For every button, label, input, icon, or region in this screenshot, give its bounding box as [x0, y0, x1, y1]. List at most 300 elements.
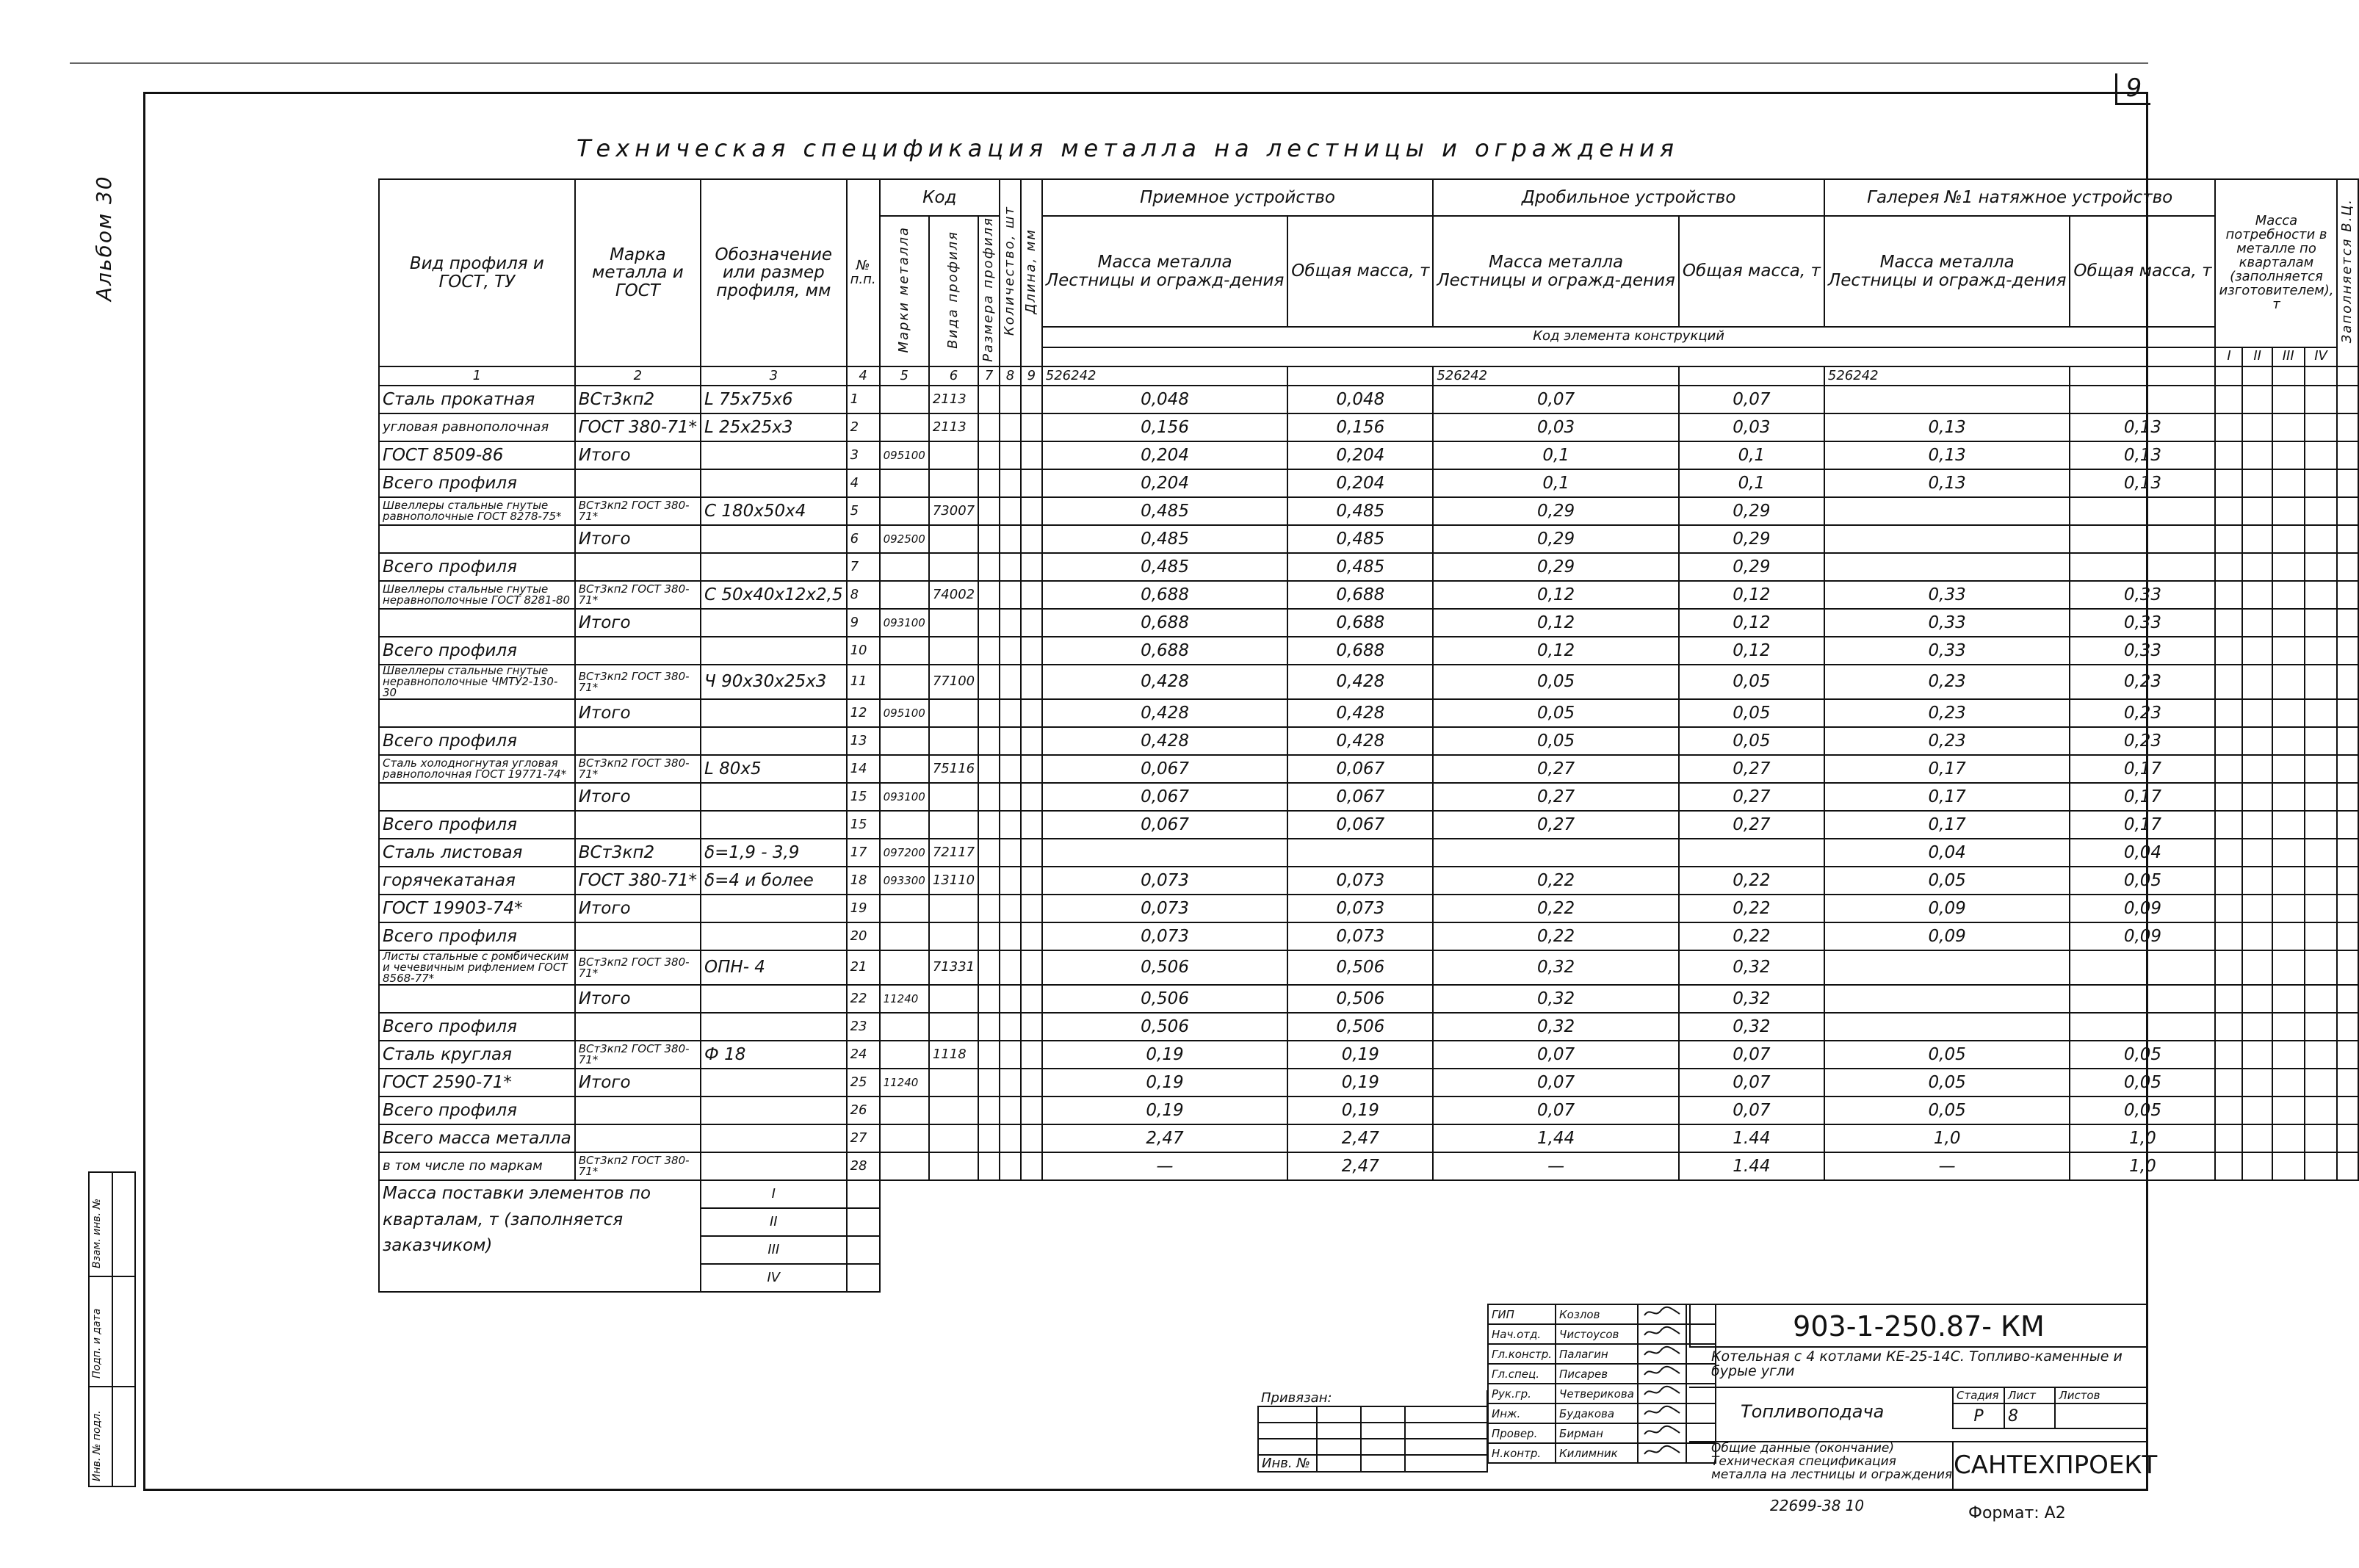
cell-mass: 0,27: [1679, 783, 1824, 811]
cell-mass: [1824, 497, 2070, 525]
table-row: [379, 783, 2358, 811]
signature: [1638, 1423, 1686, 1443]
cell-mass: 0,05: [1824, 867, 2070, 895]
cell-marka: ГОСТ 380-71*: [575, 413, 701, 441]
cell-np: 4: [847, 469, 880, 497]
cell-kod-razmera: [978, 469, 1000, 497]
cell-mass: 0,23: [2070, 699, 2215, 727]
cell-empty: [2242, 839, 2272, 867]
header-kod-razmera: Размера профиля: [978, 216, 1000, 366]
cell-mass: 0,05: [2070, 1041, 2215, 1069]
cell-empty: [2215, 441, 2242, 469]
table-row: [379, 1069, 2358, 1096]
cell-empty: [2272, 581, 2305, 609]
cell-mass: 1.44: [1679, 1152, 1824, 1180]
cell-kod-razmera: [978, 811, 1000, 839]
cell-mass: [2070, 1013, 2215, 1041]
table-row: [379, 985, 2358, 1013]
cell-empty: [2242, 386, 2272, 413]
cell-marka: ВСт3кп2 ГОСТ 380-71*: [575, 1041, 701, 1069]
cell-kod-marki: [880, 665, 929, 699]
cell-mass: 0,688: [1042, 637, 1288, 665]
cell-kod-marki: 095100: [880, 699, 929, 727]
cell-empty: [2272, 413, 2305, 441]
cell-empty: [2272, 922, 2305, 950]
cell-empty: [2305, 922, 2338, 950]
signature: [1638, 1403, 1686, 1423]
cell-obozn: [701, 727, 847, 755]
cell-kolichestvo: [1000, 637, 1021, 665]
cell-obozn: [701, 985, 847, 1013]
side-vzam: Взам. инв. №: [91, 1198, 103, 1268]
cell-empty: [2215, 665, 2242, 699]
cell-mass: 0,27: [1433, 811, 1679, 839]
cell-mass: 0,05: [1679, 727, 1824, 755]
cell-empty: [2305, 895, 2338, 922]
table-row: [379, 609, 2358, 637]
cell-marka: [575, 922, 701, 950]
cell-empty: [2305, 727, 2338, 755]
cell-kod-vida: 2113: [929, 386, 978, 413]
cell-mass: 0,506: [1287, 985, 1433, 1013]
cell-mass: 0,29: [1433, 553, 1679, 581]
cell-mass: 0,05: [1824, 1041, 2070, 1069]
cell-mass: 0,33: [1824, 637, 2070, 665]
cell-mass: 1,0: [2070, 1152, 2215, 1180]
header-kod: Код: [880, 179, 1000, 216]
cell-marka: Итого: [575, 441, 701, 469]
cell-mass: 0,506: [1042, 1013, 1288, 1041]
cell-mass: 0,17: [1824, 811, 2070, 839]
cell-empty: [2215, 497, 2242, 525]
stamp-people: [1487, 1304, 1716, 1464]
side-podp: Подп. и дата: [91, 1308, 103, 1379]
person-role: ГИП: [1488, 1304, 1556, 1324]
cell-marka: [575, 469, 701, 497]
cell-mass: 0,09: [2070, 922, 2215, 950]
person-role: Гл.спец.: [1488, 1364, 1556, 1384]
cell-dlina: [1021, 867, 1042, 895]
doc-code: 903-1-250.87- КМ: [1689, 1304, 2148, 1348]
cell-np: 23: [847, 1013, 880, 1041]
cell-empty: [2305, 441, 2338, 469]
cell-kod-razmera: [978, 665, 1000, 699]
cell-empty: [2272, 1124, 2305, 1152]
cell-kolichestvo: [1000, 497, 1021, 525]
cell-empty: [2337, 386, 2358, 413]
cell-mass: 0,204: [1287, 469, 1433, 497]
cell-mass: 0,19: [1042, 1069, 1288, 1096]
cell-np: 3: [847, 441, 880, 469]
cell-mass: 0,19: [1287, 1041, 1433, 1069]
cell-vid: Швеллеры стальные гнутые неравнополочные ЧМТУ2-130-30: [379, 665, 575, 699]
header-marka: Марка металла и ГОСТ: [575, 179, 701, 366]
cell-obozn: [701, 1096, 847, 1124]
cell-kod-razmera: [978, 609, 1000, 637]
cell-kod-marki: [880, 413, 929, 441]
cell-mass: 0,33: [1824, 581, 2070, 609]
cell-kod-razmera: [978, 867, 1000, 895]
cell-dlina: [1021, 783, 1042, 811]
cell-kod-razmera: [978, 1013, 1000, 1041]
cell-mass: 0,07: [1433, 1096, 1679, 1124]
cell-mass: 0,485: [1042, 525, 1288, 553]
cell-empty: [2305, 413, 2338, 441]
cell-obozn: L 75х75х6: [701, 386, 847, 413]
side-inv-podl: Инв. № подл.: [91, 1410, 103, 1481]
cell-empty: [2215, 581, 2242, 609]
cell-empty: [2337, 867, 2358, 895]
table-row: [379, 1013, 2358, 1041]
sheet-title: Общие данные (окончание) Техническая спецификация металла на лестницы и ограждения: [1711, 1441, 1953, 1482]
cell-vid: горячекатаная: [379, 867, 575, 895]
cell-mass: 0,485: [1042, 553, 1288, 581]
signature: [1638, 1443, 1686, 1463]
person-role: Н.контр.: [1488, 1443, 1556, 1463]
cell-dlina: [1021, 985, 1042, 1013]
cell-marka: Итого: [575, 525, 701, 553]
cell-empty: [2305, 839, 2338, 867]
cell-kod-marki: 093300: [880, 867, 929, 895]
cell-vid: Всего профиля: [379, 727, 575, 755]
cell-kod-vida: [929, 811, 978, 839]
cell-mass: [1433, 839, 1679, 867]
cell-kolichestvo: [1000, 1069, 1021, 1096]
cell-empty: [2215, 1013, 2242, 1041]
object-name: Котельная с 4 котлами КЕ-25-14С. Топливо-каменные и бурые угли: [1711, 1348, 2123, 1379]
header-kod-marki: Марки металла: [880, 216, 929, 366]
cell-kod-vida: 2113: [929, 413, 978, 441]
cell-mass: 0,03: [1433, 413, 1679, 441]
cell-empty: [2272, 1013, 2305, 1041]
cell-marka: [575, 637, 701, 665]
cell-vid: [379, 525, 575, 553]
cell-mass: 0,19: [1287, 1096, 1433, 1124]
table-row: [379, 950, 2358, 985]
cell-empty: [2337, 1124, 2358, 1152]
cell-kod-marki: 092500: [880, 525, 929, 553]
cell-mass: 1,0: [1824, 1124, 2070, 1152]
stamp-person-row: [1488, 1443, 1716, 1463]
cell-empty: [2242, 441, 2272, 469]
page-title: Техническая спецификация металла на лестницы и ограждения: [577, 134, 1679, 162]
cell-kod-marki: [880, 1124, 929, 1152]
cell-mass: [1824, 386, 2070, 413]
cell-empty: [2305, 1069, 2338, 1096]
cell-mass: 0,13: [2070, 441, 2215, 469]
person-name: Килимник: [1556, 1443, 1638, 1463]
cell-dlina: [1021, 469, 1042, 497]
cell-vid: ГОСТ 8509-86: [379, 441, 575, 469]
cell-vid: угловая равнополочная: [379, 413, 575, 441]
cell-marka: ВСт3кп2 ГОСТ 380-71*: [575, 755, 701, 783]
cell-empty: [2215, 413, 2242, 441]
header-q4: IV: [2305, 347, 2338, 366]
cell-mass: 0,13: [1824, 469, 2070, 497]
table-row: [379, 755, 2358, 783]
stage-value: Р: [1953, 1403, 2004, 1428]
cell-empty: [2215, 985, 2242, 1013]
header-q3: III: [2272, 347, 2305, 366]
cell-obozn: [701, 441, 847, 469]
cell-mass: 0,506: [1287, 1013, 1433, 1041]
cell-mass: 0,07: [1433, 1041, 1679, 1069]
stamp-privyazan: [1257, 1390, 1488, 1473]
cell-kod-razmera: [978, 783, 1000, 811]
cell-empty: [2337, 783, 2358, 811]
header-obshaya-3: Общая масса, т: [2070, 216, 2215, 327]
cell-kod-razmera: [978, 755, 1000, 783]
cell-empty: [2242, 867, 2272, 895]
cell-mass: 0,12: [1433, 609, 1679, 637]
cell-empty: [2305, 950, 2338, 985]
cell-empty: [2242, 525, 2272, 553]
cell-mass: 0,1: [1679, 441, 1824, 469]
cell-mass: 0,688: [1287, 581, 1433, 609]
cell-kod-vida: [929, 1069, 978, 1096]
cell-dlina: [1021, 497, 1042, 525]
cell-obozn: L 80х5: [701, 755, 847, 783]
cell-empty: [2337, 637, 2358, 665]
cell-kolichestvo: [1000, 950, 1021, 985]
cell-mass: 0,1: [1433, 441, 1679, 469]
cell-kod-vida: [929, 783, 978, 811]
cell-mass: 0,073: [1287, 867, 1433, 895]
header-drobilnoe: Дробильное устройство: [1433, 179, 1824, 216]
cell-mass: 0,07: [1679, 1041, 1824, 1069]
cell-empty: [2337, 441, 2358, 469]
cell-mass: 0,23: [2070, 665, 2215, 699]
cell-empty: [2337, 581, 2358, 609]
cell-empty: [2215, 922, 2242, 950]
cell-obozn: Ф 18: [701, 1041, 847, 1069]
table-row: [379, 413, 2358, 441]
cell-np: 5: [847, 497, 880, 525]
cell-kolichestvo: [1000, 441, 1021, 469]
cell-np: 8: [847, 581, 880, 609]
cell-mass: 1,0: [2070, 1124, 2215, 1152]
cell-mass: [1824, 985, 2070, 1013]
cell-mass: 0,12: [1679, 581, 1824, 609]
cell-mass: 0,688: [1287, 637, 1433, 665]
person-role: Гл.констр.: [1488, 1344, 1556, 1364]
cell-empty: [2272, 811, 2305, 839]
cell-mass: 0,07: [1433, 1069, 1679, 1096]
cell-mass: 0,485: [1287, 525, 1433, 553]
stamp-person-row: [1488, 1344, 1716, 1364]
cell-empty: [2272, 783, 2305, 811]
cell-kod-marki: [880, 1013, 929, 1041]
person-name: Будакова: [1556, 1403, 1638, 1423]
cell-mass: [1042, 839, 1288, 867]
cell-obozn: [701, 1069, 847, 1096]
colnum: 4: [847, 366, 880, 386]
cell-obozn: [701, 811, 847, 839]
table-row: [379, 727, 2358, 755]
cell-marka: [575, 553, 701, 581]
cell-marka: ВСт3кп2 ГОСТ 380-71*: [575, 665, 701, 699]
cell-empty: [2337, 699, 2358, 727]
cell-mass: 0,12: [1679, 609, 1824, 637]
colnum: 3: [701, 366, 847, 386]
cell-marka: [575, 727, 701, 755]
cell-mass: 0,32: [1679, 985, 1824, 1013]
cell-empty: [2305, 1013, 2338, 1041]
cell-mass: 0,506: [1042, 985, 1288, 1013]
cell-obozn: [701, 1152, 847, 1180]
cell-mass: 0,22: [1679, 867, 1824, 895]
header-massa-2: Масса металла Лестницы и огражд-дения: [1433, 216, 1679, 327]
cell-empty: [2215, 755, 2242, 783]
cell-mass: 0,204: [1287, 441, 1433, 469]
cell-marka: Итого: [575, 783, 701, 811]
cell-mass: 2,47: [1287, 1124, 1433, 1152]
cell-kod-vida: [929, 1152, 978, 1180]
colnum: 1: [379, 366, 575, 386]
cell-empty: [2272, 985, 2305, 1013]
cell-mass: 0,204: [1042, 469, 1288, 497]
cell-mass: 0,09: [1824, 895, 2070, 922]
cell-kod-marki: [880, 1152, 929, 1180]
cell-empty: [2215, 895, 2242, 922]
cell-mass: 0,27: [1679, 811, 1824, 839]
cell-mass: 2,47: [1042, 1124, 1288, 1152]
cell-np: 9: [847, 609, 880, 637]
code-galereya: 526242: [1824, 366, 2070, 386]
cell-empty: [2272, 895, 2305, 922]
cell-empty: [2337, 922, 2358, 950]
cell-empty: [2337, 950, 2358, 985]
cell-empty: [2215, 637, 2242, 665]
cell-marka: ВСт3кп2 ГОСТ 380-71*: [575, 581, 701, 609]
cell-empty: [2272, 469, 2305, 497]
supply-quarter: I: [701, 1180, 847, 1208]
cell-dlina: [1021, 553, 1042, 581]
cell-kolichestvo: [1000, 783, 1021, 811]
cell-empty: [2242, 950, 2272, 985]
cell-empty: [2272, 497, 2305, 525]
cell-obozn: [701, 1124, 847, 1152]
cell-kolichestvo: [1000, 1096, 1021, 1124]
cell-kod-razmera: [978, 1124, 1000, 1152]
cell-empty: [2215, 1069, 2242, 1096]
header-vid-profilya: Вид профиля и ГОСТ, ТУ: [379, 179, 575, 366]
cell-empty: [2337, 1041, 2358, 1069]
person-name: Бирман: [1556, 1423, 1638, 1443]
cell-dlina: [1021, 1096, 1042, 1124]
header-obshaya-1: Общая масса, т: [1287, 216, 1433, 327]
cell-obozn: [701, 783, 847, 811]
colnum: 7: [978, 366, 1000, 386]
cell-empty: [2305, 469, 2338, 497]
cell-kod-vida: [929, 922, 978, 950]
header-zapolnyaetsya: Заполняется В.Ц.: [2337, 179, 2358, 366]
cell-empty: [2242, 755, 2272, 783]
cell-np: 1: [847, 386, 880, 413]
cell-empty: [2272, 1041, 2305, 1069]
cell-empty: [2305, 1096, 2338, 1124]
cell-empty: [2242, 699, 2272, 727]
cell-np: 19: [847, 895, 880, 922]
cell-mass: 0,204: [1042, 441, 1288, 469]
cell-empty: [2242, 609, 2272, 637]
cell-mass: 0,33: [2070, 637, 2215, 665]
table-row: [379, 553, 2358, 581]
cell-dlina: [1021, 665, 1042, 699]
cell-kod-vida: 71331: [929, 950, 978, 985]
cell-kolichestvo: [1000, 553, 1021, 581]
cell-empty: [2337, 469, 2358, 497]
header-np: № п.п.: [847, 179, 880, 366]
cell-marka: ВСт3кп2: [575, 839, 701, 867]
signature: [1638, 1344, 1686, 1364]
cell-mass: 0,32: [1679, 1013, 1824, 1041]
cell-obozn: С 50х40х12х2,5: [701, 581, 847, 609]
cell-mass: 0,13: [2070, 469, 2215, 497]
cell-mass: 0,073: [1042, 922, 1288, 950]
person-name: Палагин: [1556, 1344, 1638, 1364]
cell-empty: [2242, 985, 2272, 1013]
cell-dlina: [1021, 727, 1042, 755]
header-massa-1: Масса металла Лестницы и огражд-дения: [1042, 216, 1288, 327]
cell-empty: [2215, 867, 2242, 895]
cell-kod-razmera: [978, 386, 1000, 413]
cell-np: 21: [847, 950, 880, 985]
cell-empty: [2215, 839, 2242, 867]
cell-dlina: [1021, 811, 1042, 839]
cell-kod-razmera: [978, 839, 1000, 867]
table-row: [379, 497, 2358, 525]
cell-kolichestvo: [1000, 811, 1021, 839]
cell-empty: [2272, 609, 2305, 637]
cell-empty: [2305, 985, 2338, 1013]
cell-np: 26: [847, 1096, 880, 1124]
cell-mass: 0,067: [1287, 811, 1433, 839]
cell-marka: Итого: [575, 985, 701, 1013]
cell-empty: [2337, 1152, 2358, 1180]
cell-kolichestvo: [1000, 665, 1021, 699]
header-massa-potrebnosti: Масса потребности в металле по кварталам (заполняется изготовителем), т: [2215, 179, 2337, 347]
cell-mass: 0,12: [1433, 637, 1679, 665]
cell-dlina: [1021, 699, 1042, 727]
cell-empty: [2215, 1096, 2242, 1124]
cell-empty: [2242, 1041, 2272, 1069]
cell-mass: 0,22: [1433, 895, 1679, 922]
top-frame-line: [70, 62, 2148, 64]
cell-kod-vida: 75116: [929, 755, 978, 783]
cell-kod-marki: [880, 469, 929, 497]
cell-empty: [2215, 699, 2242, 727]
cell-empty: [2242, 497, 2272, 525]
cell-kolichestvo: [1000, 386, 1021, 413]
cell-kolichestvo: [1000, 1041, 1021, 1069]
cell-dlina: [1021, 1013, 1042, 1041]
cell-mass: 0,048: [1042, 386, 1288, 413]
cell-mass: 0,22: [1679, 895, 1824, 922]
cell-mass: 0,1: [1433, 469, 1679, 497]
cell-dlina: [1021, 1041, 1042, 1069]
cell-empty: [2305, 755, 2338, 783]
cell-mass: 0,09: [2070, 895, 2215, 922]
stamp-person-row: [1488, 1403, 1716, 1423]
cell-kod-vida: 77100: [929, 665, 978, 699]
signature: [1638, 1384, 1686, 1403]
cell-np: 15: [847, 811, 880, 839]
cell-mass: 0,22: [1433, 922, 1679, 950]
cell-np: 11: [847, 665, 880, 699]
cell-kod-razmera: [978, 413, 1000, 441]
cell-vid: [379, 699, 575, 727]
